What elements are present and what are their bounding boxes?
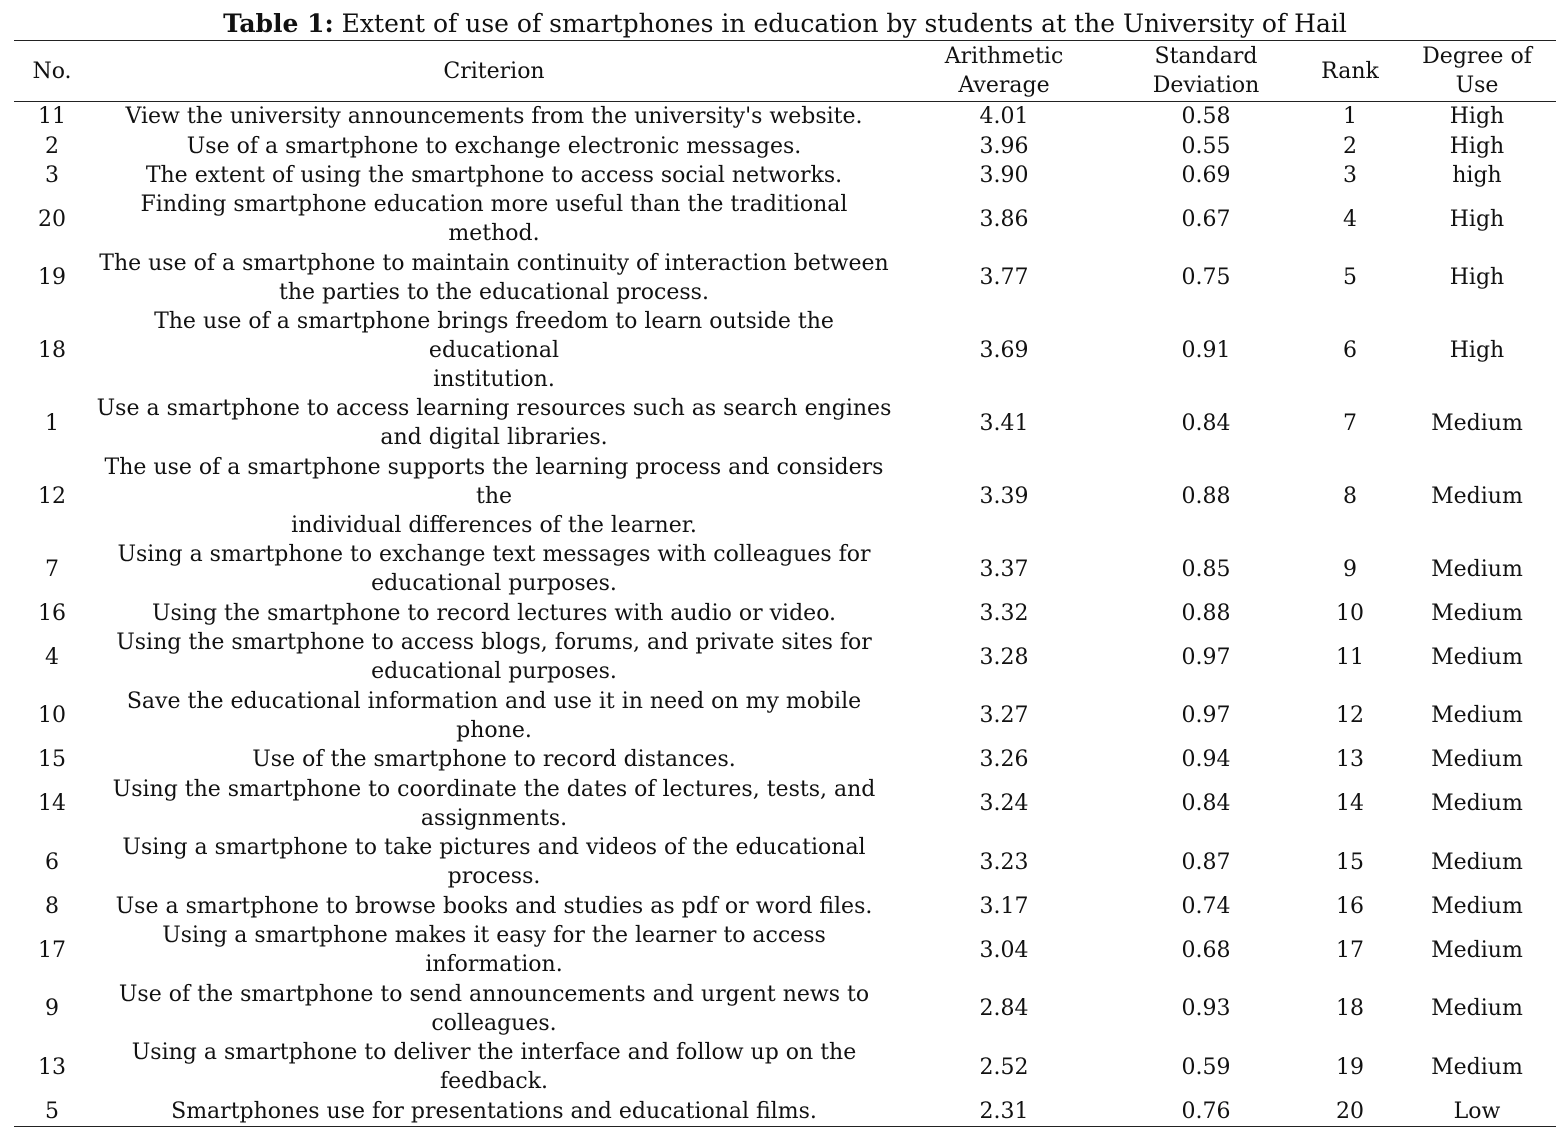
- table-row: [14, 1097, 1556, 1127]
- cell-degree: Low: [1453, 1098, 1501, 1124]
- cell-criterion: View the university announcements from the university's website.: [125, 104, 863, 130]
- cell-no: 4: [45, 644, 59, 670]
- cell-criterion: Use a smartphone to browse books and studies as pdf or word files.: [115, 893, 873, 919]
- cell-average: 3.39: [979, 483, 1029, 509]
- table-row: [14, 979, 1556, 1038]
- table-row: [14, 190, 1556, 248]
- cell-average: 3.32: [979, 600, 1029, 626]
- criterion-line-1: The use of a smartphone to maintain continuity of interaction between: [99, 250, 889, 276]
- cell-criterion: [90, 307, 898, 394]
- cell-rank: 2: [1343, 133, 1357, 159]
- cell-degree: Medium: [1431, 556, 1523, 582]
- cell-sd: 0.93: [1181, 996, 1231, 1022]
- criterion-line-1: Using a smartphone to deliver the interface and follow up on the: [131, 1040, 857, 1066]
- cell-criterion: Using the smartphone to record lectures with audio or video.: [151, 600, 837, 626]
- cell-average: 3.04: [979, 937, 1029, 963]
- cell-no: 11: [38, 104, 66, 130]
- cell-no: 13: [38, 1054, 66, 1080]
- page: [14, 8, 1556, 1127]
- header-no: No.: [32, 58, 72, 84]
- criterion-line-2: individual differences of the learner.: [291, 512, 697, 538]
- cell-rank: 4: [1343, 206, 1357, 232]
- table-caption: [14, 8, 1556, 40]
- cell-sd: 0.55: [1181, 133, 1231, 159]
- cell-sd: 0.97: [1181, 644, 1231, 670]
- cell-degree: High: [1449, 265, 1505, 291]
- cell-sd: 0.69: [1181, 162, 1231, 188]
- cell-rank: 17: [1336, 937, 1364, 963]
- table-row: [14, 833, 1556, 892]
- cell-criterion: The extent of using the smartphone to access social networks.: [145, 162, 843, 188]
- header-criterion: Criterion: [443, 58, 545, 84]
- cell-average: 3.28: [979, 644, 1029, 670]
- criterion-line-2: colleagues.: [431, 1010, 557, 1036]
- table-row: [14, 599, 1556, 628]
- cell-rank: 6: [1343, 337, 1357, 363]
- criterion-line-1: Use a smartphone to access learning resources such as search engines: [96, 396, 892, 422]
- cell-degree: Medium: [1431, 893, 1523, 919]
- cell-no: 15: [38, 746, 66, 772]
- criterion-line-1: Using a smartphone to exchange text messages with colleagues for: [117, 542, 871, 568]
- cell-sd: 0.59: [1181, 1054, 1231, 1080]
- table-row: [14, 394, 1556, 453]
- cell-average: 3.69: [979, 337, 1029, 363]
- criterion-line-1: The use of a smartphone supports the learning process and considers the: [104, 454, 884, 509]
- cell-sd: 0.75: [1181, 265, 1231, 291]
- criterion-line-2: feedback.: [439, 1069, 549, 1095]
- cell-no: 20: [38, 206, 66, 232]
- cell-average: 3.26: [979, 746, 1029, 772]
- cell-rank: 18: [1336, 996, 1364, 1022]
- cell-rank: 20: [1336, 1098, 1364, 1124]
- cell-average: 2.31: [979, 1098, 1029, 1124]
- cell-no: 7: [45, 556, 59, 582]
- table-row: [14, 921, 1556, 979]
- cell-average: 3.86: [979, 206, 1029, 232]
- cell-sd: 0.88: [1181, 483, 1231, 509]
- cell-no: 10: [38, 703, 66, 729]
- criterion-line-2: the parties to the educational process.: [279, 279, 709, 305]
- criterion-line-2: educational purposes.: [371, 571, 617, 597]
- cell-sd: 0.67: [1181, 206, 1231, 232]
- cell-degree: Medium: [1431, 849, 1523, 875]
- header-row: [14, 41, 1556, 102]
- cell-no: 12: [38, 483, 66, 509]
- criterion-line-2: and digital libraries.: [380, 425, 608, 451]
- cell-sd: 0.84: [1181, 410, 1231, 436]
- cell-criterion: [90, 540, 898, 599]
- cell-degree: Medium: [1431, 746, 1523, 772]
- cell-rank: 5: [1343, 265, 1357, 291]
- header-average-line-1: Arithmetic: [944, 44, 1064, 69]
- criterion-line-1: Using a smartphone to take pictures and videos of the educational: [122, 835, 866, 861]
- table-row: [14, 131, 1556, 160]
- cell-sd: 0.84: [1181, 791, 1231, 817]
- cell-no: 3: [45, 162, 59, 188]
- criterion-line-1: Use of the smartphone to send announcements and urgent news to: [118, 981, 870, 1007]
- cell-criterion: Using a smartphone makes it easy for the learner to access information.: [162, 923, 826, 978]
- cell-no: 18: [38, 337, 66, 363]
- table-row: [14, 453, 1556, 540]
- cell-sd: 0.97: [1181, 703, 1231, 729]
- cell-no: 2: [45, 133, 59, 159]
- cell-sd: 0.76: [1181, 1098, 1231, 1124]
- cell-rank: 10: [1336, 600, 1364, 626]
- table-row: [14, 102, 1556, 132]
- criterion-line-1: The use of a smartphone brings freedom to learn outside the educational: [154, 308, 834, 363]
- cell-rank: 12: [1336, 703, 1364, 729]
- table-row: [14, 540, 1556, 599]
- cell-no: 14: [38, 791, 66, 817]
- cell-sd: 0.74: [1181, 893, 1231, 919]
- header-sd-line-1: Standard: [1154, 44, 1258, 69]
- cell-no: 1: [45, 410, 59, 436]
- cell-rank: 16: [1336, 893, 1364, 919]
- cell-rank: 14: [1336, 791, 1364, 817]
- cell-rank: 1: [1343, 104, 1357, 130]
- cell-no: 9: [45, 996, 59, 1022]
- cell-no: 6: [45, 849, 59, 875]
- cell-sd: 0.85: [1181, 556, 1231, 582]
- cell-no: 8: [45, 893, 59, 919]
- table-row: [14, 307, 1556, 394]
- cell-rank: 11: [1336, 644, 1364, 670]
- cell-sd: 0.68: [1181, 937, 1231, 963]
- criterion-line-2: process.: [447, 864, 541, 890]
- cell-average: 2.84: [979, 996, 1029, 1022]
- cell-sd: 0.58: [1181, 104, 1231, 130]
- criterion-line-1: Using the smartphone to access blogs, forums, and private sites for: [116, 630, 872, 656]
- table-row: [14, 1038, 1556, 1097]
- cell-criterion: [90, 833, 898, 892]
- header-degree-line-2: Use: [1455, 73, 1499, 98]
- caption-label: Table 1:: [223, 9, 334, 38]
- cell-criterion: Smartphones use for presentations and educational films.: [171, 1098, 817, 1124]
- table-body: [14, 102, 1556, 1127]
- cell-rank: 7: [1343, 410, 1357, 436]
- cell-degree: Medium: [1431, 600, 1523, 626]
- cell-no: 17: [38, 937, 66, 963]
- table-row: [14, 892, 1556, 921]
- header-rank: Rank: [1321, 58, 1379, 84]
- table-row: [14, 248, 1556, 307]
- criterion-line-1: Using the smartphone to coordinate the dates of lectures, tests, and: [112, 776, 876, 802]
- cell-average: 3.37: [979, 556, 1029, 582]
- cell-degree: High: [1449, 133, 1505, 159]
- cell-criterion: [90, 1038, 898, 1097]
- table-row: [14, 774, 1556, 833]
- cell-degree: Medium: [1431, 483, 1523, 509]
- cell-average: 2.52: [979, 1054, 1029, 1080]
- cell-sd: 0.94: [1181, 746, 1231, 772]
- cell-average: 3.27: [979, 703, 1029, 729]
- table-row: [14, 161, 1556, 190]
- header-degree-line-1: Degree of: [1422, 44, 1532, 69]
- cell-no: 19: [38, 265, 66, 291]
- cell-average: 3.77: [979, 265, 1029, 291]
- cell-criterion: [90, 453, 898, 540]
- cell-rank: 13: [1336, 746, 1364, 772]
- cell-no: 5: [45, 1098, 59, 1124]
- cell-sd: 0.87: [1181, 849, 1231, 875]
- cell-criterion: Use of the smartphone to record distances.: [252, 746, 736, 772]
- table-row: [14, 745, 1556, 774]
- table-row: [14, 628, 1556, 687]
- criterion-line-2: assignments.: [420, 805, 568, 831]
- criterion-line-2: institution.: [433, 366, 555, 392]
- cell-criterion: [90, 628, 898, 687]
- cell-sd: 0.88: [1181, 600, 1231, 626]
- cell-criterion: Use of a smartphone to exchange electronic messages.: [186, 133, 802, 159]
- cell-average: 3.23: [979, 849, 1029, 875]
- cell-degree: Medium: [1431, 410, 1523, 436]
- cell-average: 3.17: [979, 893, 1029, 919]
- cell-rank: 19: [1336, 1054, 1364, 1080]
- cell-criterion: Save the educational information and use it in need on my mobile phone.: [126, 688, 862, 743]
- cell-rank: 3: [1343, 162, 1357, 188]
- cell-criterion: [90, 774, 898, 833]
- header-degree: [1398, 41, 1556, 102]
- cell-degree: Medium: [1431, 644, 1523, 670]
- cell-average: 3.24: [979, 791, 1029, 817]
- header-sd-line-2: Deviation: [1152, 73, 1260, 98]
- header-average-line-2: Average: [958, 73, 1050, 98]
- cell-criterion: [90, 394, 898, 453]
- cell-criterion: [90, 248, 898, 307]
- cell-degree: High: [1449, 206, 1505, 232]
- cell-average: 3.90: [979, 162, 1029, 188]
- cell-degree: High: [1449, 337, 1505, 363]
- cell-sd: 0.91: [1181, 337, 1231, 363]
- cell-degree: Medium: [1431, 996, 1523, 1022]
- caption-text: Extent of use of smartphones in education by students at the University of Hail: [333, 9, 1347, 38]
- results-table: [14, 40, 1556, 1127]
- criterion-line-2: educational purposes.: [371, 659, 617, 685]
- cell-average: 3.96: [979, 133, 1029, 159]
- cell-degree: Medium: [1431, 791, 1523, 817]
- header-average: [898, 41, 1110, 102]
- cell-average: 3.41: [979, 410, 1029, 436]
- cell-degree: high: [1452, 162, 1502, 188]
- cell-rank: 15: [1336, 849, 1364, 875]
- cell-degree: Medium: [1431, 703, 1523, 729]
- cell-no: 16: [38, 600, 66, 626]
- cell-criterion: [90, 979, 898, 1038]
- cell-degree: Medium: [1431, 937, 1523, 963]
- cell-average: 4.01: [979, 104, 1029, 130]
- cell-criterion: Finding smartphone education more useful than the traditional method.: [140, 192, 848, 247]
- table-row: [14, 687, 1556, 745]
- cell-degree: Medium: [1431, 1054, 1523, 1080]
- header-sd: [1110, 41, 1302, 102]
- cell-degree: High: [1449, 104, 1505, 130]
- cell-rank: 8: [1343, 483, 1357, 509]
- cell-rank: 9: [1343, 556, 1357, 582]
